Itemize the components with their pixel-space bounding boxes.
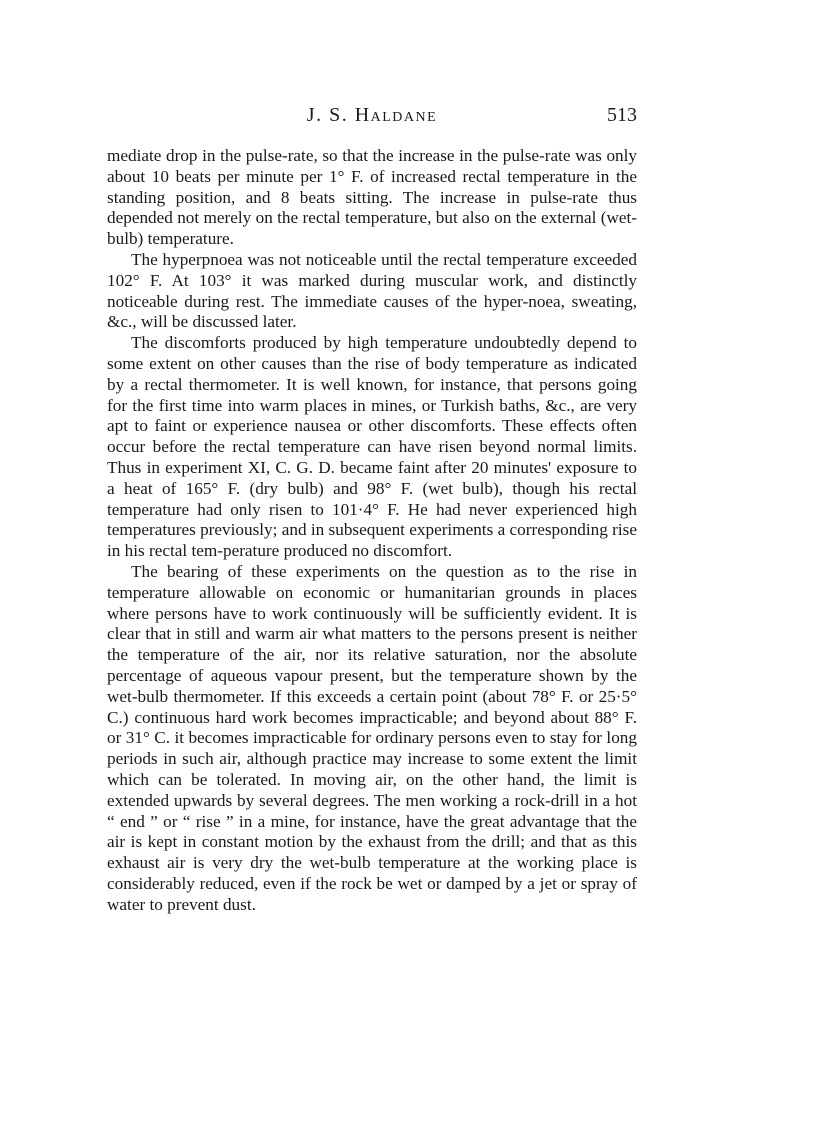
body-text [107, 146, 637, 915]
running-head [107, 104, 637, 136]
paragraph-3: The discomforts produced by high temperature undoubtedly depend to some extent on other causes than the rise of body temperature as indicated by a rectal thermometer. It is well known, for instance, that persons going for the first time into warm places in mines, or Turkish baths, &c., are very apt to faint or experience nausea or other discomforts. These effects often occur before the rectal temperature can have risen beyond normal limits. Thus in experiment XI, C. G. D. became faint after 20 minutes' exposure to a heat of 165° F. (dry bulb) and 98° F. (wet bulb), though his rectal temperature had only risen to 101·4° F. He had never experienced high temperatures previously; and in subsequent experiments a corresponding rise in his rectal tem-perature produced no discomfort. [107, 333, 637, 561]
paragraph-4: The bearing of these experiments on the question as to the rise in temperature allowable on economic or humanitarian grounds in places where persons have to work continuously will be sufficiently evident. It is clear that in still and warm air what matters to the persons present is neither the temperature of the air, nor its relative saturation, nor the absolute percentage of aqueous vapour present, but the temperature shown by the wet-bulb thermometer. If this exceeds a certain point (about 78° F. or 25·5° C.) continuous hard work becomes impracticable; and beyond about 88° F. or 31° C. it becomes impracticable for ordinary persons even to stay for long periods in such air, although practice may increase to some extent the limit which can be tolerated. In moving air, on the other hand, the limit is extended upwards by several degrees. The men working a rock-drill in a hot “ end ” or “ rise ” in a mine, for instance, have the great advantage that the air is kept in constant motion by the exhaust from the drill; and that as this exhaust air is very dry the wet-bulb temperature at the working place is considerably reduced, even if the rock be wet or damped by a jet or spray of water to prevent dust. [107, 561, 637, 914]
book-page [107, 104, 637, 915]
running-title: J. S. Haldane [306, 104, 438, 126]
page-number: 513 [607, 104, 637, 126]
paragraph-1: mediate drop in the pulse-rate, so that the increase in the pulse-rate was only about 10 beats per minute per 1° F. of increased rectal temperature in the standing position, and 8 beats sitting. The increase in pulse-rate thus depended not merely on the rectal temperature, but also on the external (wet-bulb) temperature. [107, 146, 637, 249]
paragraph-2: The hyperpnoea was not noticeable until the rectal temperature exceeded 102° F. At 103° it was marked during muscular work, and distinctly noticeable during rest. The immediate causes of the hyper-noea, sweating, &c., will be discussed later. [107, 249, 637, 332]
